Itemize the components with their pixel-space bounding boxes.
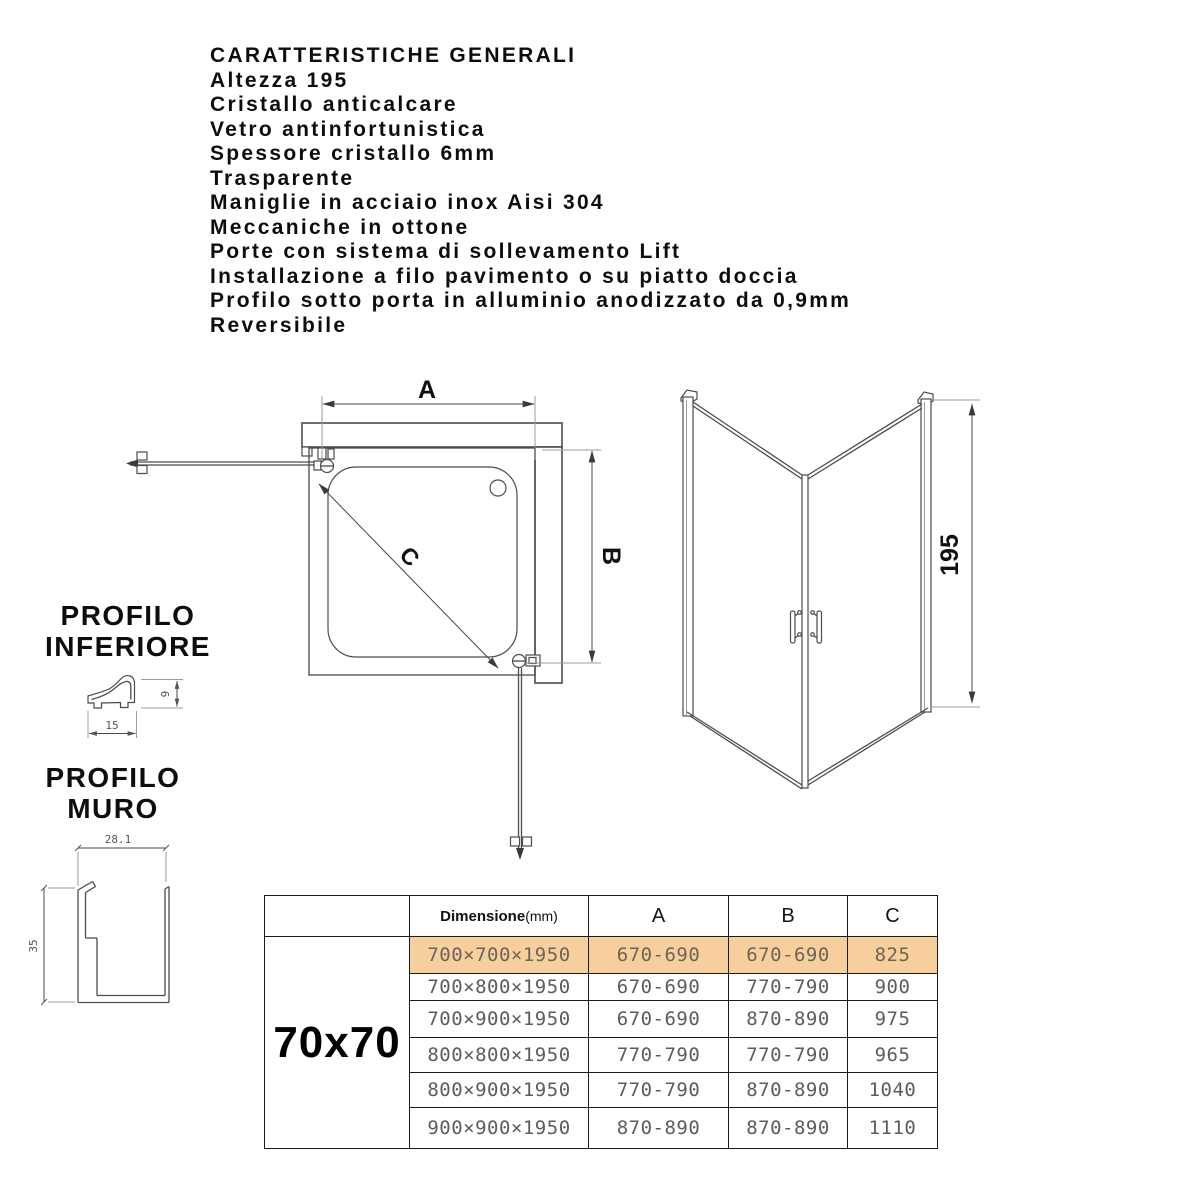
- cell-a: 770-790: [589, 1073, 729, 1108]
- dim-wall-width-label: 28.1: [104, 833, 132, 846]
- profile-inferiore-drawing: [88, 676, 183, 738]
- door-open-left: [126, 452, 322, 474]
- dim-profile-width: [88, 711, 137, 738]
- cell-b: 770-790: [729, 1038, 848, 1073]
- cell-b: 870-890: [729, 1108, 848, 1149]
- door-handle-plan: [523, 837, 532, 846]
- spec-line: Trasparente: [210, 166, 355, 190]
- cell-dimension: 800×900×1950: [410, 1073, 589, 1108]
- door-open-bottom: [511, 668, 532, 860]
- spec-line: Maniglie in acciaio inox Aisi 304: [210, 191, 605, 215]
- door-handle-plan: [137, 452, 147, 460]
- plan-view-drawing: [126, 376, 625, 860]
- cell-a: 770-790: [589, 1038, 729, 1073]
- wall-profile-right: [535, 447, 562, 683]
- dim-wall-height-label: 35: [27, 939, 40, 953]
- door-swing-arrow: [126, 460, 138, 468]
- wall-profile-shape: [78, 882, 169, 1003]
- cell-a: 670-690: [589, 937, 729, 974]
- cell-dimension: 900×900×1950: [410, 1108, 589, 1149]
- header-empty-cell: [265, 896, 410, 937]
- cell-dimension: 700×700×1950: [410, 937, 589, 974]
- table-row: [265, 937, 938, 974]
- cell-a: 670-690: [589, 1001, 729, 1038]
- cell-a: 870-890: [589, 1108, 729, 1149]
- cell-b: 670-690: [729, 937, 848, 974]
- cell-c: 900: [848, 974, 938, 1001]
- spec-title: CARATTERISTICHE GENERALI: [210, 44, 577, 67]
- shower-tray: [328, 467, 517, 657]
- cell-dimension: 700×800×1950: [410, 974, 589, 1001]
- profile-title-line: PROFILO: [60, 600, 196, 631]
- frame-bar-right: [918, 392, 933, 712]
- dim-profile-height: [141, 680, 183, 709]
- door-handle-plan: [511, 837, 520, 846]
- cell-b: 870-890: [729, 1073, 848, 1108]
- dim-b-label: B: [597, 546, 625, 566]
- col-header-dimension-label: Dimensione: [440, 907, 526, 925]
- spec-line: Meccaniche in ottone: [210, 215, 470, 239]
- cell-c: 1040: [848, 1073, 938, 1108]
- profile-muro-drawing: [27, 833, 169, 1005]
- cell-c: 825: [848, 937, 938, 974]
- col-header-dimension-unit: (mm): [525, 907, 558, 924]
- dim-height: [932, 400, 980, 707]
- handle-right: [811, 611, 822, 643]
- col-header-c: C: [848, 896, 938, 937]
- profile-title-line: INFERIORE: [45, 631, 211, 662]
- wall-profile-top: [302, 423, 562, 447]
- dim-wall-width: [75, 833, 169, 886]
- spec-line: Vetro antinfortunistica: [210, 117, 486, 141]
- drain: [490, 480, 506, 496]
- cell-c: 1110: [848, 1108, 938, 1149]
- corner-post: [802, 475, 808, 788]
- door-handle-plan: [137, 466, 147, 474]
- spec-line: Installazione a filo pavimento o su piatto doccia: [210, 264, 799, 288]
- cell-dimension: 800×800×1950: [410, 1038, 589, 1073]
- spec-line: Porte con sistema di sollevamento Lift: [210, 240, 682, 264]
- dim-c-label: C: [394, 541, 425, 572]
- spec-line: Cristallo anticalcare: [210, 93, 458, 117]
- dim-a-label: A: [417, 376, 437, 404]
- spec-line: Spessore cristallo 6mm: [210, 142, 497, 166]
- col-header-a: A: [589, 896, 729, 937]
- hinge-bottom-right: [513, 655, 541, 668]
- cell-dimension: 700×900×1950: [410, 1001, 589, 1038]
- dim-profile-width-label: 15: [105, 719, 119, 732]
- table-header-row: [265, 896, 938, 937]
- spec-line: Altezza 195: [210, 68, 349, 92]
- dim-wall-height: [27, 885, 75, 1005]
- frame-bar-left: [681, 390, 697, 716]
- col-header-b: B: [729, 896, 848, 937]
- cell-b: 870-890: [729, 1001, 848, 1038]
- col-header-dimension: [410, 896, 589, 937]
- group-size-label: 70x70: [265, 937, 410, 1149]
- front-view-drawing: [681, 390, 980, 789]
- spec-line: Reversibile: [210, 314, 348, 338]
- dim-height-label: 195: [936, 534, 964, 576]
- cell-c: 975: [848, 1001, 938, 1038]
- door-swing-arrow: [516, 848, 524, 860]
- hinge-top-left: [314, 448, 334, 473]
- spec-line: Profilo sotto porta in alluminio anodizzato da 0,9mm: [210, 289, 852, 313]
- handle-left: [791, 611, 802, 643]
- size-table: [264, 895, 938, 1149]
- cell-a: 670-690: [589, 974, 729, 1001]
- cell-b: 770-790: [729, 974, 848, 1001]
- cell-c: 965: [848, 1038, 938, 1073]
- profile-title-line: MURO: [67, 793, 159, 824]
- dim-profile-height-label: 9: [159, 690, 172, 698]
- profile-title-line: PROFILO: [45, 762, 181, 793]
